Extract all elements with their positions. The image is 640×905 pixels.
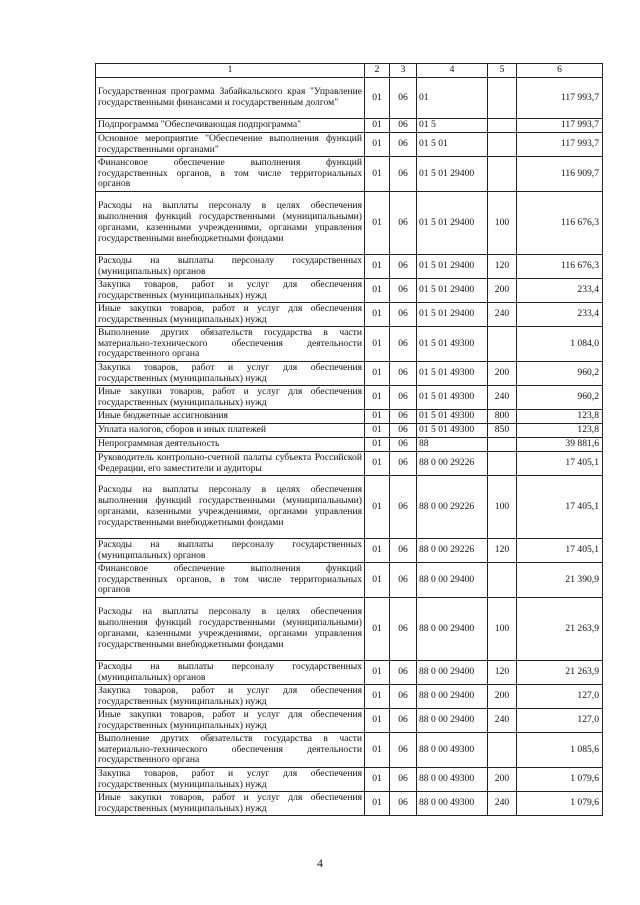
row-section-code: 01 — [365, 598, 390, 661]
table-body — [96, 78, 603, 816]
row-subsection-code: 06 — [390, 539, 417, 563]
row-target-article-code: 88 0 00 29226 — [417, 452, 488, 476]
row-subsection-code: 06 — [390, 78, 417, 119]
table-row — [96, 133, 603, 157]
row-amount: 1 084,0 — [517, 327, 603, 362]
row-target-article-code: 01 5 01 49300 — [417, 386, 488, 410]
table-row — [96, 733, 603, 768]
row-target-article-code: 88 0 00 29400 — [417, 709, 488, 733]
header-col-1: 1 — [96, 64, 365, 78]
row-name: Государственная программа Забайкальского края "Управление государственными финансами и государственным долгом" — [96, 78, 365, 119]
row-section-code: 01 — [365, 563, 390, 598]
row-target-article-code: 01 — [417, 78, 488, 119]
row-section-code: 01 — [365, 362, 390, 386]
row-section-code: 01 — [365, 768, 390, 792]
row-subsection-code: 06 — [390, 661, 417, 685]
row-section-code: 01 — [365, 733, 390, 768]
table-row — [96, 539, 603, 563]
row-expense-type-code — [488, 452, 517, 476]
table-row — [96, 362, 603, 386]
table-row — [96, 424, 603, 438]
row-expense-type-code: 120 — [488, 539, 517, 563]
table-row — [96, 303, 603, 327]
row-amount: 233,4 — [517, 303, 603, 327]
table-row — [96, 661, 603, 685]
row-target-article-code: 88 0 00 29226 — [417, 476, 488, 539]
row-target-article-code: 88 0 00 29400 — [417, 661, 488, 685]
row-name: Выполнение других обязательств государства в части материально-технического обеспечения деятельности государственного органа — [96, 733, 365, 768]
row-subsection-code: 06 — [390, 709, 417, 733]
row-target-article-code: 01 5 01 29400 — [417, 192, 488, 255]
row-target-article-code: 88 — [417, 438, 488, 452]
row-section-code: 01 — [365, 327, 390, 362]
row-subsection-code: 06 — [390, 424, 417, 438]
row-subsection-code: 06 — [390, 438, 417, 452]
table-row — [96, 452, 603, 476]
row-expense-type-code: 240 — [488, 709, 517, 733]
row-target-article-code: 01 5 01 29400 — [417, 303, 488, 327]
row-section-code: 01 — [365, 192, 390, 255]
row-expense-type-code — [488, 438, 517, 452]
row-section-code: 01 — [365, 661, 390, 685]
row-name: Иные бюджетные ассигнования — [96, 410, 365, 424]
row-subsection-code: 06 — [390, 362, 417, 386]
row-target-article-code: 01 5 01 49300 — [417, 424, 488, 438]
row-section-code: 01 — [365, 157, 390, 192]
row-name: Расходы на выплаты персоналу государственных (муниципальных) органов — [96, 539, 365, 563]
row-name: Закупка товаров, работ и услуг для обеспечения государственных (муниципальных) нужд — [96, 768, 365, 792]
row-expense-type-code: 200 — [488, 768, 517, 792]
table-header — [96, 64, 603, 78]
row-expense-type-code — [488, 119, 517, 133]
table-row — [96, 685, 603, 709]
row-section-code: 01 — [365, 133, 390, 157]
row-amount: 127,0 — [517, 709, 603, 733]
table-row — [96, 386, 603, 410]
row-amount: 21 390,9 — [517, 563, 603, 598]
row-amount: 17 405,1 — [517, 476, 603, 539]
row-section-code: 01 — [365, 386, 390, 410]
row-expense-type-code: 200 — [488, 279, 517, 303]
row-subsection-code: 06 — [390, 563, 417, 598]
row-section-code: 01 — [365, 709, 390, 733]
row-section-code: 01 — [365, 539, 390, 563]
row-amount: 17 405,1 — [517, 539, 603, 563]
row-subsection-code: 06 — [390, 255, 417, 279]
row-section-code: 01 — [365, 476, 390, 539]
row-expense-type-code — [488, 327, 517, 362]
row-name: Непрограммная деятельность — [96, 438, 365, 452]
row-expense-type-code — [488, 78, 517, 119]
row-expense-type-code: 100 — [488, 192, 517, 255]
row-section-code: 01 — [365, 452, 390, 476]
row-expense-type-code: 100 — [488, 476, 517, 539]
table-row — [96, 410, 603, 424]
table-row — [96, 476, 603, 539]
row-expense-type-code: 200 — [488, 362, 517, 386]
row-name: Расходы на выплаты персоналу государственных (муниципальных) органов — [96, 255, 365, 279]
header-col-3: 3 — [390, 64, 417, 78]
row-expense-type-code — [488, 157, 517, 192]
row-expense-type-code: 120 — [488, 661, 517, 685]
row-amount: 17 405,1 — [517, 452, 603, 476]
row-subsection-code: 06 — [390, 157, 417, 192]
header-col-6: 6 — [517, 64, 603, 78]
row-target-article-code: 01 5 01 49300 — [417, 362, 488, 386]
row-section-code: 01 — [365, 119, 390, 133]
row-name: Уплата налогов, сборов и иных платежей — [96, 424, 365, 438]
row-expense-type-code — [488, 733, 517, 768]
row-amount: 123,8 — [517, 424, 603, 438]
table-row — [96, 255, 603, 279]
table-row — [96, 792, 603, 816]
row-name: Закупка товаров, работ и услуг для обеспечения государственных (муниципальных) нужд — [96, 362, 365, 386]
row-expense-type-code: 240 — [488, 303, 517, 327]
row-subsection-code: 06 — [390, 733, 417, 768]
row-expense-type-code: 200 — [488, 685, 517, 709]
row-section-code: 01 — [365, 685, 390, 709]
row-amount: 116 909,7 — [517, 157, 603, 192]
row-target-article-code: 01 5 01 49300 — [417, 327, 488, 362]
row-subsection-code: 06 — [390, 327, 417, 362]
row-subsection-code: 06 — [390, 452, 417, 476]
row-name: Иные закупки товаров, работ и услуг для обеспечения государственных (муниципальных) нужд — [96, 386, 365, 410]
row-subsection-code: 06 — [390, 119, 417, 133]
table-row — [96, 327, 603, 362]
header-col-2: 2 — [365, 64, 390, 78]
row-expense-type-code: 100 — [488, 598, 517, 661]
row-amount: 127,0 — [517, 685, 603, 709]
row-subsection-code: 06 — [390, 476, 417, 539]
row-section-code: 01 — [365, 255, 390, 279]
table-row — [96, 119, 603, 133]
row-target-article-code: 88 0 00 49300 — [417, 768, 488, 792]
row-amount: 117 993,7 — [517, 133, 603, 157]
row-target-article-code: 01 5 — [417, 119, 488, 133]
row-target-article-code: 01 5 01 29400 — [417, 279, 488, 303]
row-subsection-code: 06 — [390, 386, 417, 410]
row-name: Подпрограмма "Обеспечивающая подпрограмма" — [96, 119, 365, 133]
row-amount: 21 263,9 — [517, 661, 603, 685]
row-name: Иные закупки товаров, работ и услуг для обеспечения государственных (муниципальных) нужд — [96, 303, 365, 327]
row-amount: 1 085,6 — [517, 733, 603, 768]
row-expense-type-code: 120 — [488, 255, 517, 279]
row-target-article-code: 88 0 00 49300 — [417, 792, 488, 816]
row-target-article-code: 88 0 00 49300 — [417, 733, 488, 768]
row-target-article-code: 88 0 00 29400 — [417, 685, 488, 709]
table-row — [96, 438, 603, 452]
row-expense-type-code: 240 — [488, 792, 517, 816]
row-target-article-code: 01 5 01 — [417, 133, 488, 157]
row-subsection-code: 06 — [390, 768, 417, 792]
row-name: Руководитель контрольно-счетной палаты субъекта Российской Федерации, его заместители и аудиторы — [96, 452, 365, 476]
row-amount: 233,4 — [517, 279, 603, 303]
page-number: 4 — [317, 856, 323, 870]
row-subsection-code: 06 — [390, 133, 417, 157]
table-row — [96, 563, 603, 598]
row-target-article-code: 01 5 01 29400 — [417, 157, 488, 192]
table-row — [96, 78, 603, 119]
row-target-article-code: 88 0 00 29400 — [417, 563, 488, 598]
row-expense-type-code — [488, 563, 517, 598]
row-section-code: 01 — [365, 410, 390, 424]
row-name: Закупка товаров, работ и услуг для обеспечения государственных (муниципальных) нужд — [96, 279, 365, 303]
row-expense-type-code — [488, 133, 517, 157]
row-subsection-code: 06 — [390, 410, 417, 424]
row-expense-type-code: 240 — [488, 386, 517, 410]
row-amount: 1 079,6 — [517, 768, 603, 792]
row-expense-type-code: 800 — [488, 410, 517, 424]
row-section-code: 01 — [365, 303, 390, 327]
table-row — [96, 598, 603, 661]
row-amount: 21 263,9 — [517, 598, 603, 661]
table-row — [96, 709, 603, 733]
row-name: Финансовое обеспечение выполнения функций государственных органов, в том числе территориальных органов — [96, 563, 365, 598]
table-row — [96, 768, 603, 792]
row-section-code: 01 — [365, 792, 390, 816]
row-amount: 123,8 — [517, 410, 603, 424]
row-target-article-code: 88 0 00 29400 — [417, 598, 488, 661]
row-target-article-code: 88 0 00 29226 — [417, 539, 488, 563]
row-name: Закупка товаров, работ и услуг для обеспечения государственных (муниципальных) нужд — [96, 685, 365, 709]
row-subsection-code: 06 — [390, 792, 417, 816]
table-row — [96, 157, 603, 192]
header-col-5: 5 — [488, 64, 517, 78]
row-section-code: 01 — [365, 279, 390, 303]
row-target-article-code: 01 5 01 49300 — [417, 410, 488, 424]
header-row — [96, 64, 603, 78]
row-name: Основное мероприятие "Обеспечение выполнения функций государственными органами" — [96, 133, 365, 157]
row-subsection-code: 06 — [390, 192, 417, 255]
row-section-code: 01 — [365, 78, 390, 119]
header-col-4: 4 — [417, 64, 488, 78]
row-amount: 117 993,7 — [517, 78, 603, 119]
row-section-code: 01 — [365, 424, 390, 438]
row-name: Расходы на выплаты персоналу в целях обеспечения выполнения функций государственными (муниципальными) органами, казенными учреждениями, органами управления государственными внебюджетными фондами — [96, 476, 365, 539]
row-name: Расходы на выплаты персоналу в целях обеспечения выполнения функций государственными (муниципальными) органами, казенными учреждениями, органами управления государственными внебюджетными фондами — [96, 598, 365, 661]
row-amount: 116 676,3 — [517, 255, 603, 279]
row-name: Иные закупки товаров, работ и услуг для обеспечения государственных (муниципальных) нужд — [96, 709, 365, 733]
row-name: Расходы на выплаты персоналу в целях обеспечения выполнения функций государственными (муниципальными) органами, казенными учреждениями, органами управления государственными внебюджетными фондами — [96, 192, 365, 255]
row-name: Иные закупки товаров, работ и услуг для обеспечения государственных (муниципальных) нужд — [96, 792, 365, 816]
row-amount: 1 079,6 — [517, 792, 603, 816]
row-subsection-code: 06 — [390, 279, 417, 303]
row-target-article-code: 01 5 01 29400 — [417, 255, 488, 279]
row-subsection-code: 06 — [390, 598, 417, 661]
row-amount: 960,2 — [517, 362, 603, 386]
row-amount: 116 676,3 — [517, 192, 603, 255]
row-subsection-code: 06 — [390, 303, 417, 327]
row-name: Расходы на выплаты персоналу государственных (муниципальных) органов — [96, 661, 365, 685]
row-subsection-code: 06 — [390, 685, 417, 709]
row-expense-type-code: 850 — [488, 424, 517, 438]
row-amount: 960,2 — [517, 386, 603, 410]
budget-table — [95, 63, 603, 816]
row-name: Финансовое обеспечение выполнения функций государственных органов, в том числе территориальных органов — [96, 157, 365, 192]
row-name: Выполнение других обязательств государства в части материально-технического обеспечения деятельности государственного органа — [96, 327, 365, 362]
table-row — [96, 279, 603, 303]
row-amount: 117 993,7 — [517, 119, 603, 133]
row-amount: 39 881,6 — [517, 438, 603, 452]
table-row — [96, 192, 603, 255]
row-section-code: 01 — [365, 438, 390, 452]
